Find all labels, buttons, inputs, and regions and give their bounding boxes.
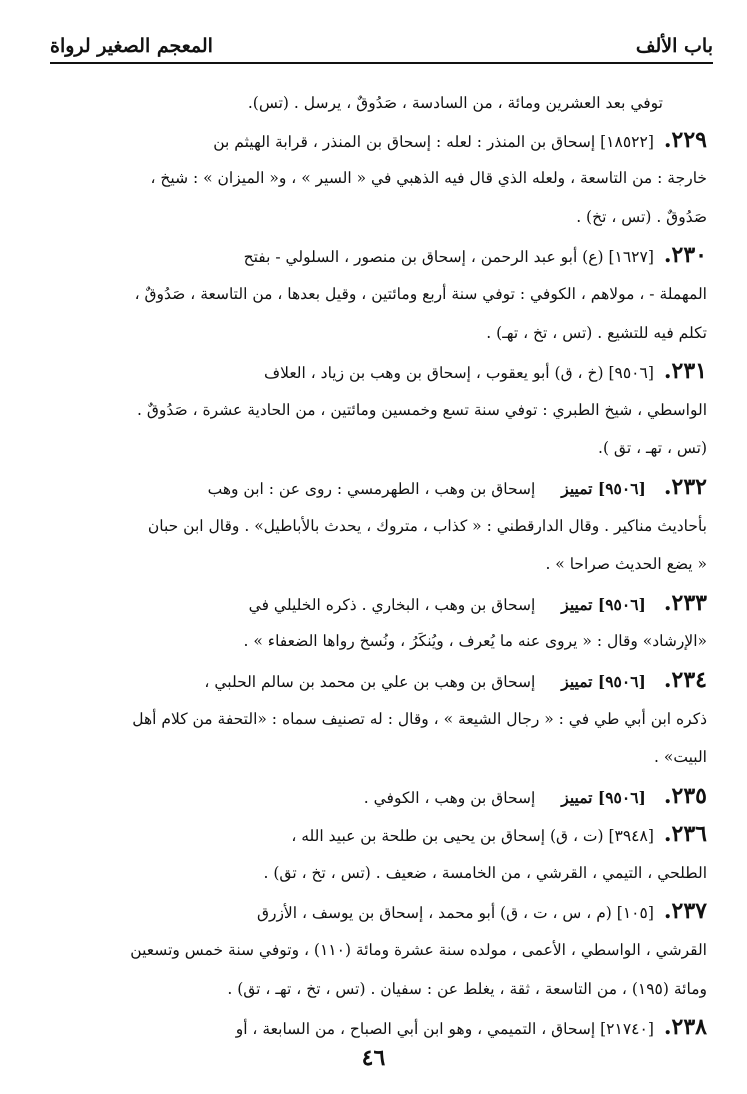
chapter-title: باب الألف — [635, 35, 713, 57]
entry-line: ٢٣٠.[١٦٢٧] (ع) أبو عبد الرحمن ، إسحاق بن منصور ، السلولي - بفتح — [243, 242, 707, 269]
entry-line: ٢٣١.[٩٥٠٦] (خ ، ق) أبو يعقوب ، إسحاق بن وهب بن زياد ، العلاف — [264, 358, 707, 385]
text-line: توفي بعد العشرين ومائة ، من السادسة ، صَدُوقٌ ، يرسل . (تس). — [247, 94, 663, 112]
text-line: خارجة : من التاسعة ، ولعله الذي قال فيه الذهبي في « السير » ، و« الميزان » : شيخ ، — [150, 169, 707, 188]
entry-line: ٢٣٣.[٩٥٠٦] تمييزإسحاق بن وهب ، البخاري . ذكره الخليلي في — [248, 589, 707, 616]
text-line: ذكره ابن أبي طي في : « رجال الشيعة » ، وقال : له تصنيف سماه : «التحفة من كلام أهل — [132, 709, 707, 728]
page-number: ٤٦ — [361, 1045, 386, 1071]
text-line: «الإرشاد» وقال : « يروى عنه ما يُعرف ، ويُنكَرُ ، ونُسخ رواها الضعفاء » . — [243, 632, 707, 651]
entry-line: ٢٣٦.[٣٩٤٨] (ت ، ق) إسحاق بن يحيى بن طلحة بن عبيد الله ، — [291, 821, 707, 848]
entry-line: ٢٣٢.[٩٥٠٦] تمييزإسحاق بن وهب ، الطهرمسي : روى عن : ابن وهب — [207, 473, 707, 500]
text-line: صَدُوقٌ . (تس ، تخ) . — [576, 207, 707, 226]
text-line: بأحاديث مناكير . وقال الدارقطني : « كذاب ، متروك ، يحدث بالأباطيل» . وقال ابن حبان — [147, 516, 707, 535]
text-line: (تس ، تهـ ، تق ). — [598, 439, 707, 458]
text-line: القرشي ، الواسطي ، الأعمى ، مولده سنة عشرة ومائة (١١٠) ، وتوفي سنة خمس وتسعين — [130, 941, 707, 960]
page-header — [50, 28, 713, 64]
book-title: المعجم الصغير لرواة — [50, 35, 213, 57]
entry-line: ٢٣٧.[١٠٥] (م ، س ، ت ، ق) أبو محمد ، إسحاق بن يوسف ، الأزرق — [256, 898, 707, 925]
text-line: « يضع الحديث صراحا » . — [545, 555, 707, 574]
text-line: الواسطي ، شيخ الطبري : توفي سنة تسع وخمسين ومائتين ، من الحادية عشرة ، صَدُوقٌ . — [137, 400, 707, 419]
text-line: ومائة (١٩٥) ، من التاسعة ، ثقة ، يغلط عن : سفيان . (تس ، تخ ، تهـ ، تق) . — [227, 979, 707, 998]
entry-line: ٢٣٤.[٩٥٠٦] تمييزإسحاق بن وهب بن علي بن محمد بن سالم الحلبي ، — [204, 666, 707, 693]
text-line: تكلم فيه للتشيع . (تس ، تخ ، تهـ) . — [486, 323, 707, 342]
text-line: البيت» . — [654, 748, 707, 767]
entry-line: ٢٢٩.[١٨٥٢٢] إسحاق بن المنذر : لعله : إسحاق بن المنذر ، قرابة الهيثم بن — [213, 126, 707, 153]
text-line: الطلحي ، التيمي ، القرشي ، من الخامسة ، ضعيف . (تس ، تخ ، تق) . — [263, 863, 707, 882]
entry-line: ٢٣٥.[٩٥٠٦] تمييزإسحاق بن وهب ، الكوفي . — [363, 782, 707, 809]
entry-line: ٢٣٨.[٢١٧٤٠] إسحاق ، التميمي ، وهو ابن أبي الصباح ، من السابعة ، أو — [235, 1014, 707, 1041]
text-line: المهملة - ، مولاهم ، الكوفي : توفي سنة أربع ومائتين ، وقيل بعدها ، من التاسعة ، صَدُوقٌ ، — [134, 284, 707, 303]
entries-body — [52, 82, 707, 1047]
